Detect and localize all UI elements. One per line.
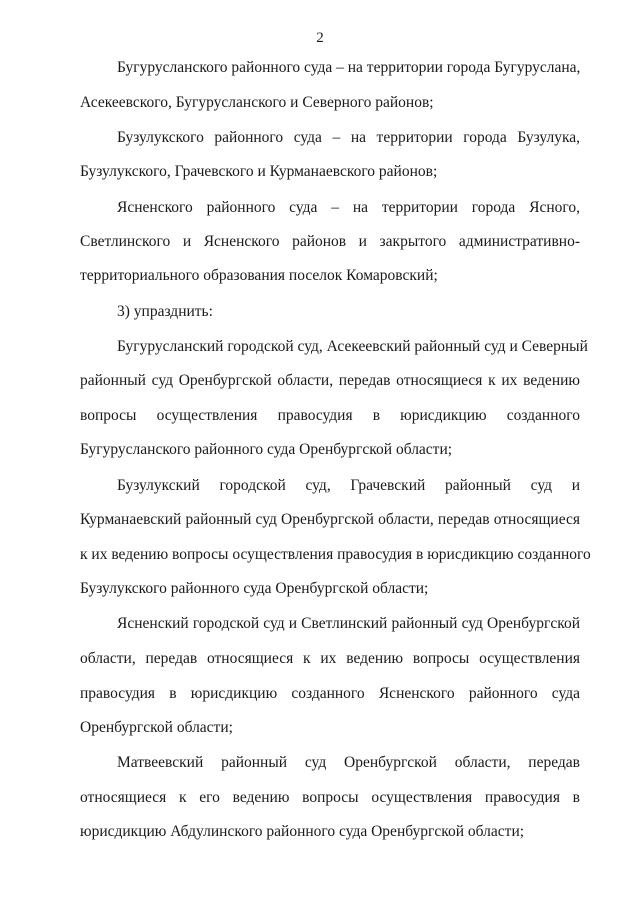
text-line: Бузулукского, Грачевского и Курманаевского районов; — [80, 163, 438, 180]
text-line: к их ведению вопросы осуществления правосудия в юрисдикцию созданного — [80, 546, 591, 563]
text-line: области, передав относящиеся к их ведению вопросы осуществления — [80, 650, 580, 667]
text-line: Бугурусланского районного суда Оренбургской области; — [80, 441, 453, 458]
text-line: Бузулукского районного суда – на территории города Бузулука, — [117, 129, 580, 146]
text-line: Бузулукского районного суда Оренбургской области; — [80, 580, 429, 597]
text-line: 3) упразднить: — [117, 303, 213, 320]
text-line: районный суд Оренбургской области, передав относящиеся к их ведению — [80, 372, 580, 389]
text-line: Ясненского районного суда – на территории города Ясного, — [117, 199, 580, 216]
text-line: Бузулукский городской суд, Грачевский районный суд и — [117, 477, 580, 494]
text-line: Курманаевский районный суд Оренбургской области, передав относящиеся — [80, 511, 580, 528]
text-line: Оренбургской области; — [80, 719, 233, 736]
page-number: 2 — [316, 30, 324, 46]
text-line: Матвеевский районный суд Оренбургской области, передав — [117, 754, 580, 771]
text-line: Ясненский городской суд и Светлинский районный суд Оренбургской — [117, 615, 580, 632]
text-line: относящиеся к его ведению вопросы осуществления правосудия в — [80, 789, 580, 806]
text-line: Бугурусланского районного суда – на территории города Бугуруслана, — [117, 59, 581, 76]
text-line: территориального образования поселок Комаровский; — [80, 267, 438, 284]
text-line: юрисдикцию Абдулинского районного суда Оренбургской области; — [80, 823, 525, 840]
text-line: вопросы осуществления правосудия в юрисдикцию созданного — [80, 407, 580, 424]
text-line: Асекеевского, Бугурусланского и Северного районов; — [80, 94, 434, 111]
text-line: Бугурусланский городской суд, Асекеевский районный суд и Северный — [117, 338, 588, 355]
text-line: Светлинского и Ясненского районов и закрытого административно- — [80, 233, 580, 250]
text-line: правосудия в юрисдикцию созданного Ясненского районного суда — [80, 685, 580, 702]
